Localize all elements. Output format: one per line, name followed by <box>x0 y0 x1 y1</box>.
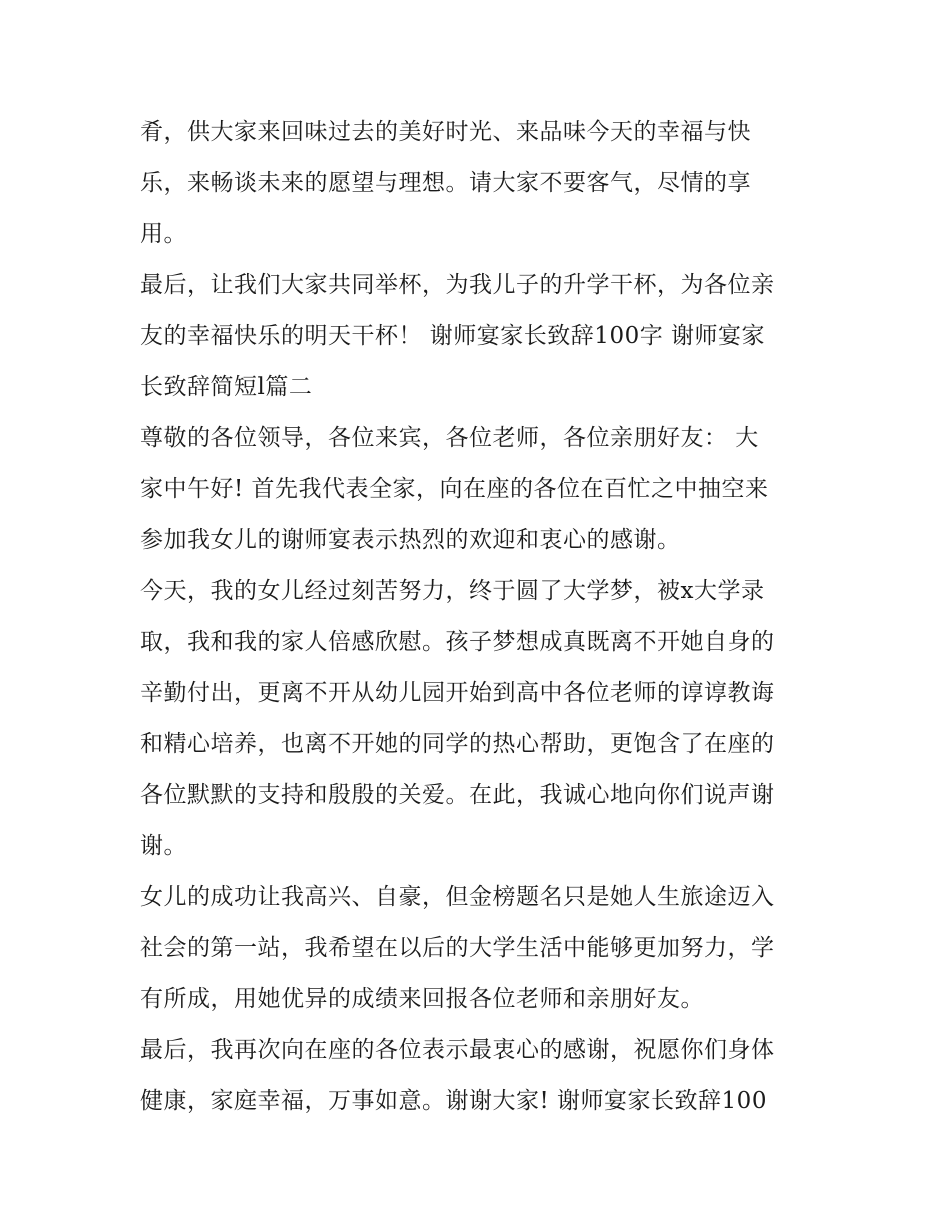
body-text <box>140 107 820 1127</box>
paragraph-first-step: 女儿的成功让我高兴、自豪，但金榜题名只是她人生旅途迈入 社会的第一站，我希望在以后的大学生活中能够更加努力，学 有所成，用她优异的成绩来回报各位老师和亲朋好友。 <box>140 884 775 1012</box>
paragraph-toast: 最后，让我们大家共同举杯，为我儿子的升学干杯，为各位亲 友的幸福快乐的明天干杯！ 谢师宴家长致辞100字 谢师宴家 长致辞简短l篇二 <box>140 272 775 400</box>
paragraph-final-thanks: 最后，我再次向在座的各位表示最衷心的感谢，祝愿你们身体 健康，家庭幸福，万事如意。谢谢大家! 谢师宴家长致辞100 <box>140 1037 775 1114</box>
paragraph-greeting: 尊敬的各位领导，各位来宾，各位老师，各位亲朋好友： 大 家中午好! 首先我代表全家，向在座的各位在百忙之中抽空来 参加我女儿的谢师宴表示热烈的欢迎和衷心的感谢。 <box>140 425 769 553</box>
paragraph-dishes-closing: 肴，供大家来回味过去的美好时光、来品味今天的幸福与快 乐，来畅谈未来的愿望与理想。请大家不要客气，尽情的享 用。 <box>140 119 751 247</box>
paragraph-admission: 今天，我的女儿经过刻苦努力，终于圆了大学梦，被x大学录 取，我和我的家人倍感欣慰。孩子梦想成真既离不开她自身的 辛勤付出，更离不开从幼儿园开始到高中各位老师的谆谆教诲 和精心培养，也离不开她的同学的热心帮助，更饱含了在座的 各位默默的支持和殷殷的关爱。在此，我诚心地向你们说声谢 谢。 <box>140 578 775 859</box>
